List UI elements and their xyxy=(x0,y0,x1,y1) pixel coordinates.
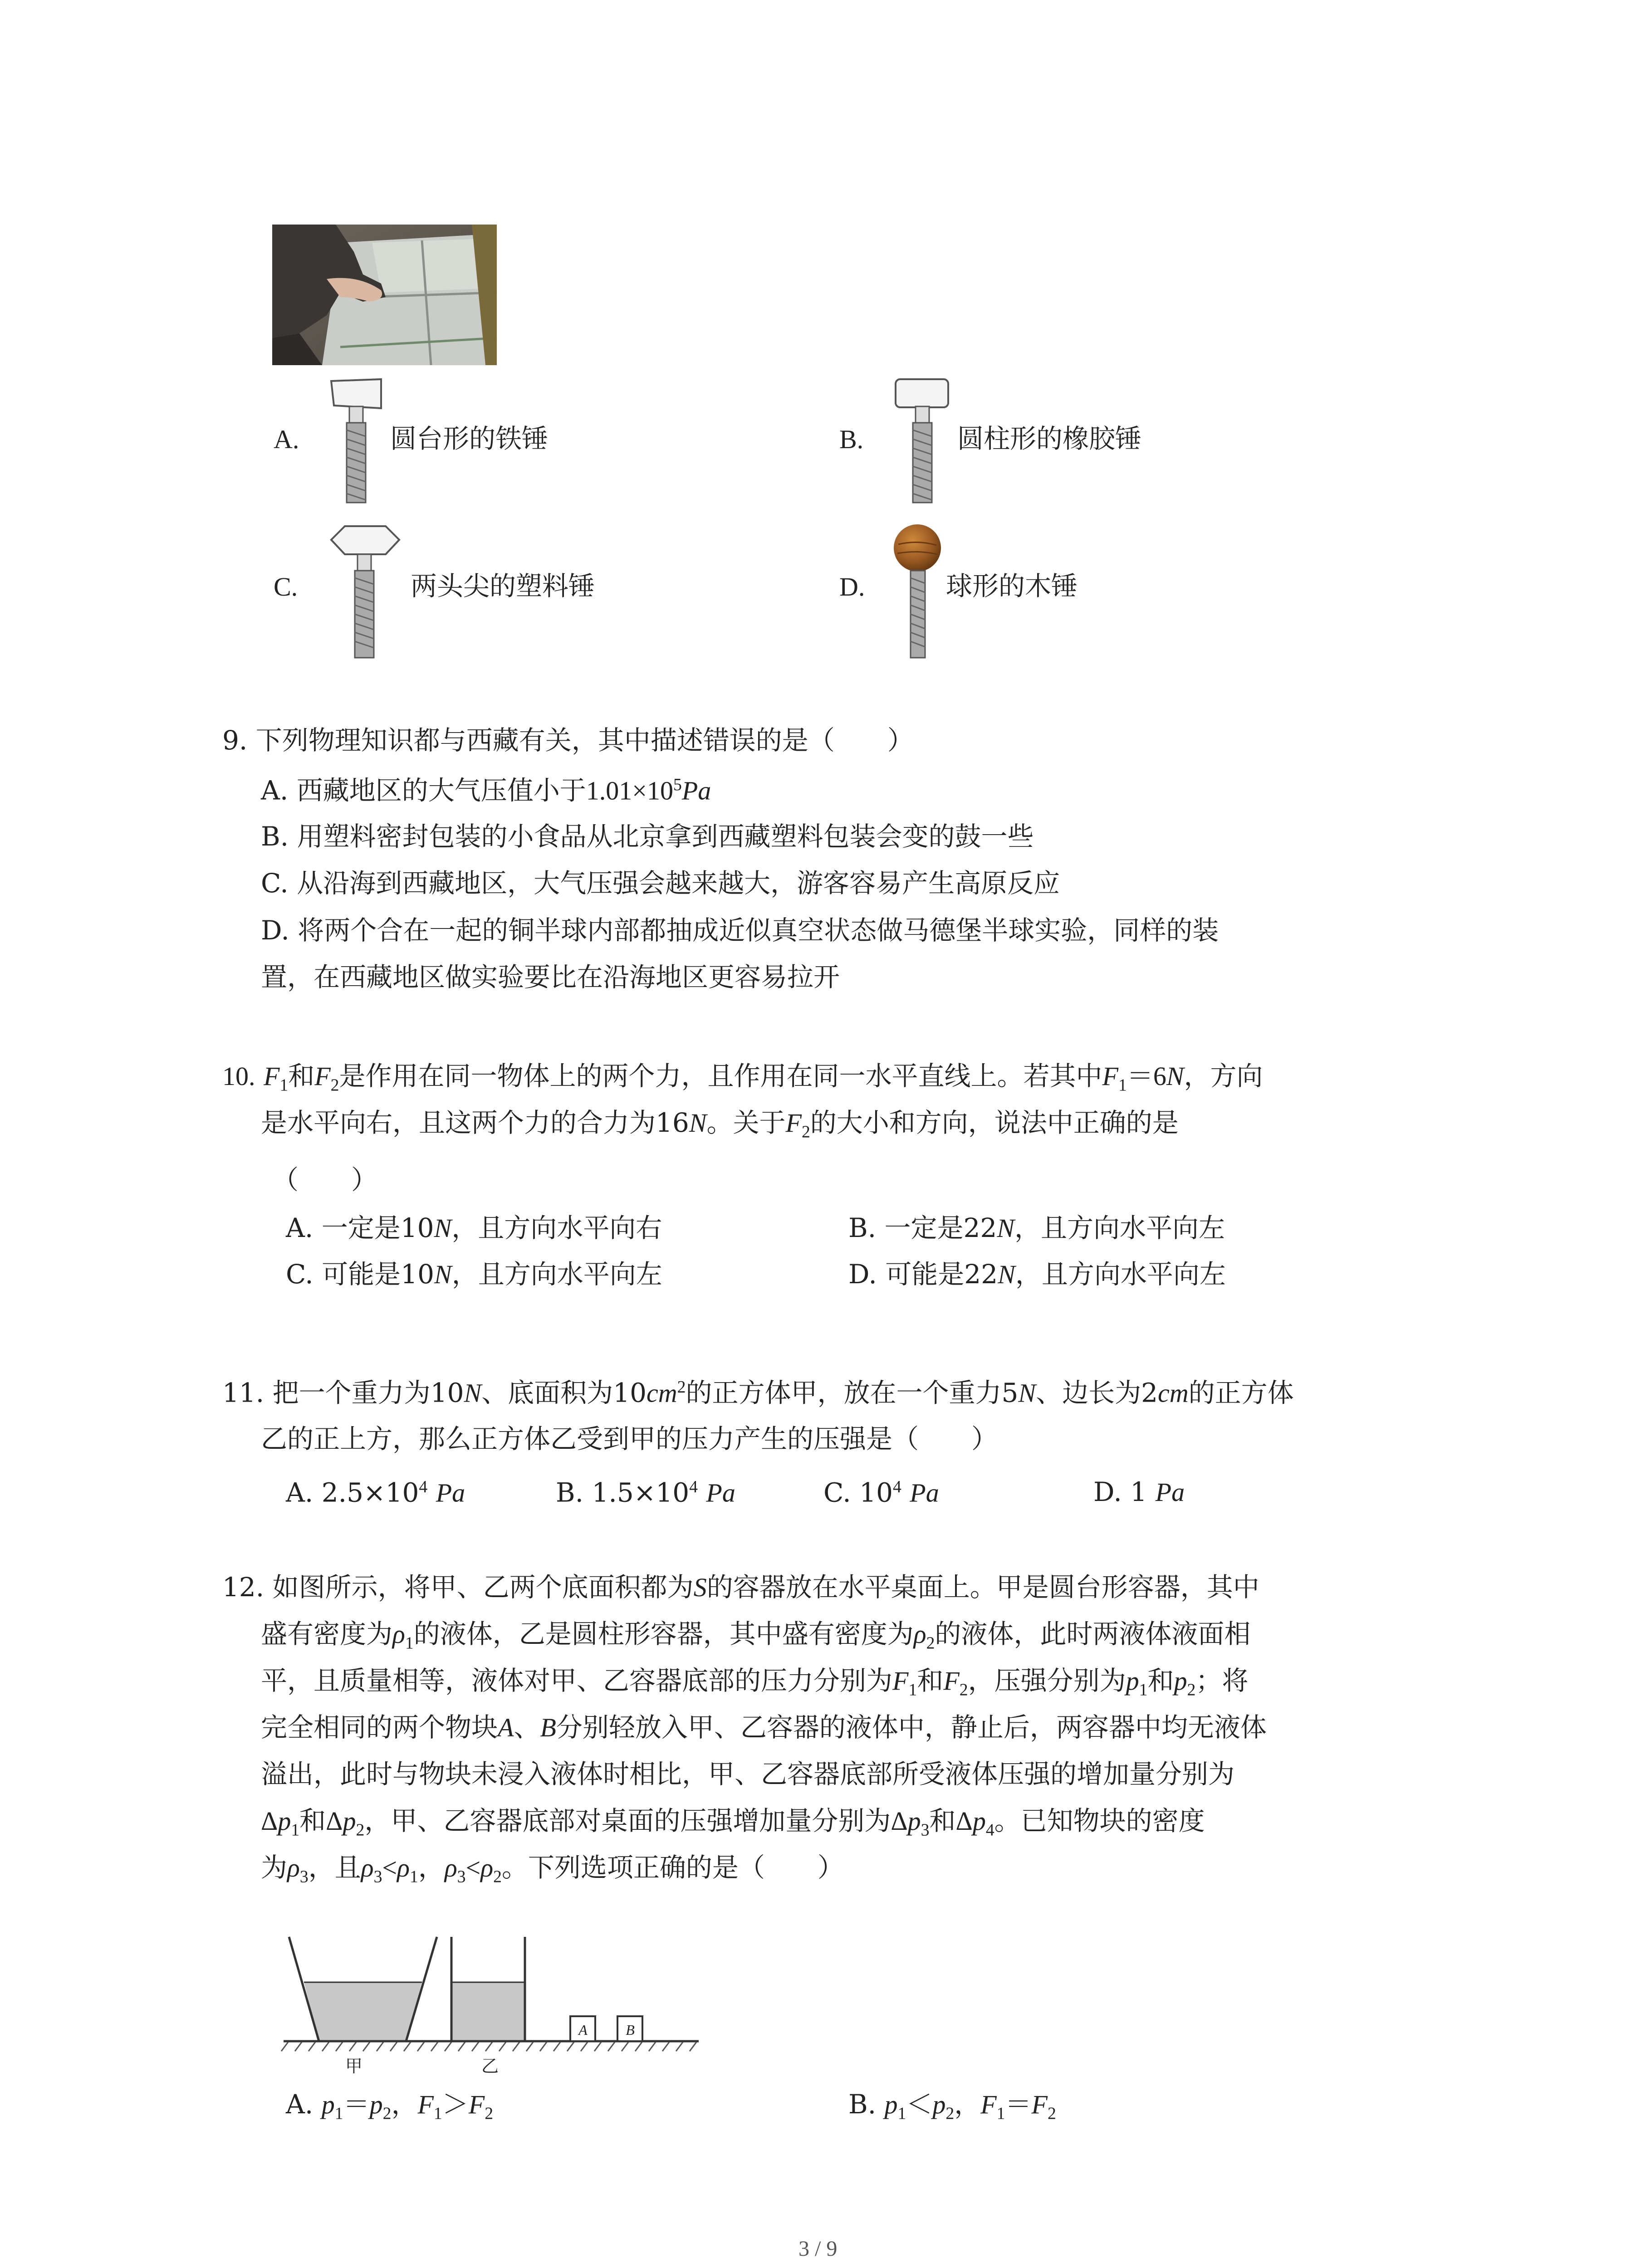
q9-stem: 9. 下列物理知识都与西藏有关，其中描述错误的是（ ） xyxy=(222,725,914,756)
q8-option-c-letter: C. xyxy=(274,572,298,601)
q12-line1: 12. 如图所示，将甲、乙两个底面积都为S的容器放在水平桌面上。甲是圆台形容器，其中 xyxy=(222,1572,1259,1603)
q9-option-d-line2: 置，在西藏地区做实验要比在沿海地区更容易拉开 xyxy=(261,962,840,992)
q11-option-d: D. 1 Pa xyxy=(1093,1476,1185,1507)
containers-figure xyxy=(284,1928,705,2077)
q11-line2: 乙的正上方，那么正方体乙受到甲的压力产生的压强是（ ） xyxy=(261,1423,998,1454)
block-b-label: B xyxy=(626,2022,635,2038)
q11-line1: 11. 把一个重力为10N、底面积为$10cm^2$的正方体甲，放在一个重力5N、边长为2cm的正方体 xyxy=(222,1377,1294,1408)
label-yi: 乙 xyxy=(481,2056,499,2076)
q12-line6: $\Delta p_1$和$\Delta p_2$，甲、乙容器底部对桌面的压强增加量分别为$\Delta p_3$和$\Delta p_4$。已知物块的密度 xyxy=(261,1805,1205,1840)
pointed-plastic-hammer-icon xyxy=(327,522,404,664)
label-jia: 甲 xyxy=(345,2056,363,2076)
block-a-label: A xyxy=(578,2022,588,2038)
frustum-iron-hammer-icon xyxy=(323,376,391,509)
q12-option-a: A. $p_1=p_2$，$F_1>F_2$ xyxy=(286,2089,494,2123)
q8-option-b-letter: B. xyxy=(839,425,864,454)
q12-line5: 溢出，此时与物块未浸入液体时相比，甲、乙容器底部所受液体压强的增加量分别为 xyxy=(261,1759,1235,1789)
q9-option-b: B. 用塑料密封包装的小食品从北京拿到西藏塑料包装会变的鼓一些 xyxy=(261,821,1034,852)
q12-line3: 平，且质量相等，液体对甲、乙容器底部的压力分别为$F_1$和$F_2$，压强分别为$p_1$和$p_2$；将 xyxy=(261,1665,1249,1700)
q8-option-d-text: 球形的木锤 xyxy=(946,571,1078,601)
q12-line7: 为$\rho_3$，且$\rho_3<\rho_1$，$\rho_3<\rho_2$。下列选项正确的是（ ） xyxy=(261,1852,844,1887)
q10-line1: 10. $F_1$和$F_2$是作用在同一物体上的两个力，且作用在同一水平直线上。若其中$F_1=6N$，方向 xyxy=(222,1061,1263,1095)
q8-option-c-text: 两头尖的塑料锤 xyxy=(411,571,595,601)
q10-option-b: B. 一定是22N，且方向水平向左 xyxy=(848,1212,1225,1243)
q11-option-c: C. $10^4$ Pa xyxy=(823,1477,939,1508)
q9-option-a: A. 西藏地区的大气压值小于$1.01\times 10^5Pa$ xyxy=(261,775,711,806)
cylinder-rubber-hammer-icon xyxy=(889,376,957,509)
tile-laying-photo xyxy=(272,225,497,365)
q9-option-d-line1: D. 将两个合在一起的铜半球内部都抽成近似真空状态做马德堡半球实验，同样的装 xyxy=(261,915,1219,946)
q10-option-d: D. 可能是22N，且方向水平向左 xyxy=(848,1259,1226,1290)
q10-line3: （ ） xyxy=(272,1164,378,1195)
q8-option-a-text: 圆台形的铁锤 xyxy=(390,423,549,454)
q8-option-d-letter: D. xyxy=(839,572,865,601)
q10-line2: 是水平向右，且这两个力的合力为16N。关于$F_2$的大小和方向，说法中正确的是 xyxy=(261,1107,1179,1142)
q8-option-b-text: 圆柱形的橡胶锤 xyxy=(957,423,1142,454)
q12-line4: 完全相同的两个物块A、B分别轻放入甲、乙容器的液体中，静止后，两容器中均无液体 xyxy=(261,1712,1267,1743)
q9-option-c: C. 从沿海到西藏地区，大气压强会越来越大，游客容易产生高原反应 xyxy=(261,868,1060,899)
q10-option-a: A. 一定是10N，且方向水平向右 xyxy=(286,1212,662,1243)
q10-option-c: C. 可能是10N，且方向水平向左 xyxy=(286,1259,662,1290)
q8-option-a-letter: A. xyxy=(274,425,299,454)
q12-option-b: B. $p_1<p_2$，$F_1=F_2$ xyxy=(848,2089,1056,2123)
ball-wooden-hammer-icon xyxy=(889,522,948,664)
page-number: 3 / 9 xyxy=(798,2237,838,2261)
q11-option-b: B. $1.5\times 10^4$ Pa xyxy=(556,1477,735,1508)
q12-line2: 盛有密度为$\rho_1$的液体，乙是圆柱形容器，其中盛有密度为$\rho_2$的液体，此时两液体液面相 xyxy=(261,1618,1251,1653)
q11-option-a: A. $2.5\times 10^4$ Pa xyxy=(286,1477,465,1508)
